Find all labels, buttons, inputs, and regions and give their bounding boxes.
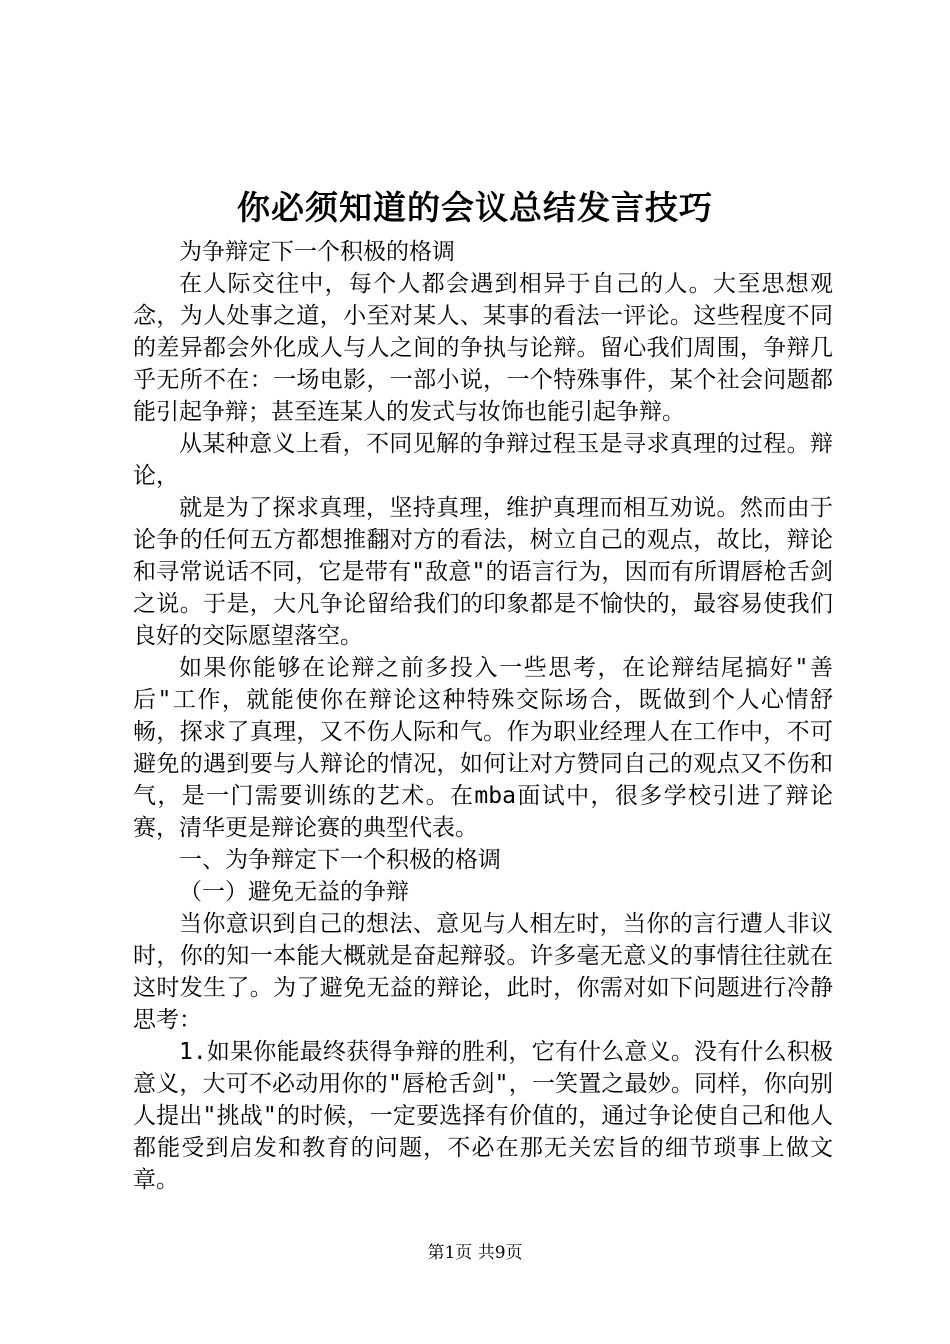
subsection-heading: （一）避免无益的争辩: [179, 879, 409, 905]
body-paragraph: 就是为了探求真理，坚持真理，维护真理而相互劝说。然而由于论争的任何五方都想推翻对方的看法，树立自己的观点，故比，辩论和寻常说话不同，它是带有"敌意"的语言行为，因而有所谓唇枪舌剑之说。于是，大凡争论留给我们的印象都是不愉快的，最容易使我们良好的交际愿望落空。: [133, 495, 833, 649]
body-paragraph: 1.如果你能最终获得争辩的胜利，它有什么意义。没有什么积极意义，大可不必动用你的"唇枪舌剑"，一笑置之最妙。同样，你向别人提出"挑战"的时候，一定要选择有价值的，通过争论使自己和他人都能受到启发和教育的问题，不必在那无关宏旨的细节琐事上做文章。: [133, 1039, 833, 1193]
document-title: 你必须知道的会议总结发言技巧: [237, 188, 713, 227]
body-paragraph: 在人际交往中，每个人都会遇到相异于自己的人。大至思想观念，为人处事之道，小至对某人、某事的看法一评论。这些程度不同的差异都会外化成人与人之间的争执与论辩。留心我们周围，争辩几乎无所不在：一场电影，一部小说，一个特殊事件，某个社会问题都能引起争辩；甚至连某人的发式与妆饰也能引起争辩。: [133, 271, 833, 425]
page-number-footer: 第1页 共9页: [427, 1243, 523, 1263]
body-paragraph: 从某种意义上看，不同见解的争辩过程玉是寻求真理的过程。辩论，: [133, 431, 833, 489]
body-paragraph: 当你意识到自己的想法、意见与人相左时，当你的言行遭人非议时，你的知一本能大概就是奋起辩驳。许多毫无意义的事情往往就在这时发生了。为了避免无益的辩论，此时，你需对如下问题进行冷静思考：: [133, 911, 833, 1033]
body-paragraph: 为争辩定下一个积极的格调: [179, 239, 455, 265]
body-paragraph: 如果你能够在论辩之前多投入一些思考，在论辩结尾搞好"善后"工作，就能使你在辩论这种特殊交际场合，既做到个人心情舒畅，探求了真理，又不伤人际和气。作为职业经理人在工作中，不可避免的遇到要与人辩论的情况，如何让对方赞同自己的观点又不伤和气，是一门需要训练的艺术。在mba面试中，很多学校引进了辩论赛，清华更是辩论赛的典型代表。: [133, 655, 833, 841]
document-body: [133, 236, 833, 1196]
section-heading: 一、为争辩定下一个积极的格调: [179, 847, 501, 873]
